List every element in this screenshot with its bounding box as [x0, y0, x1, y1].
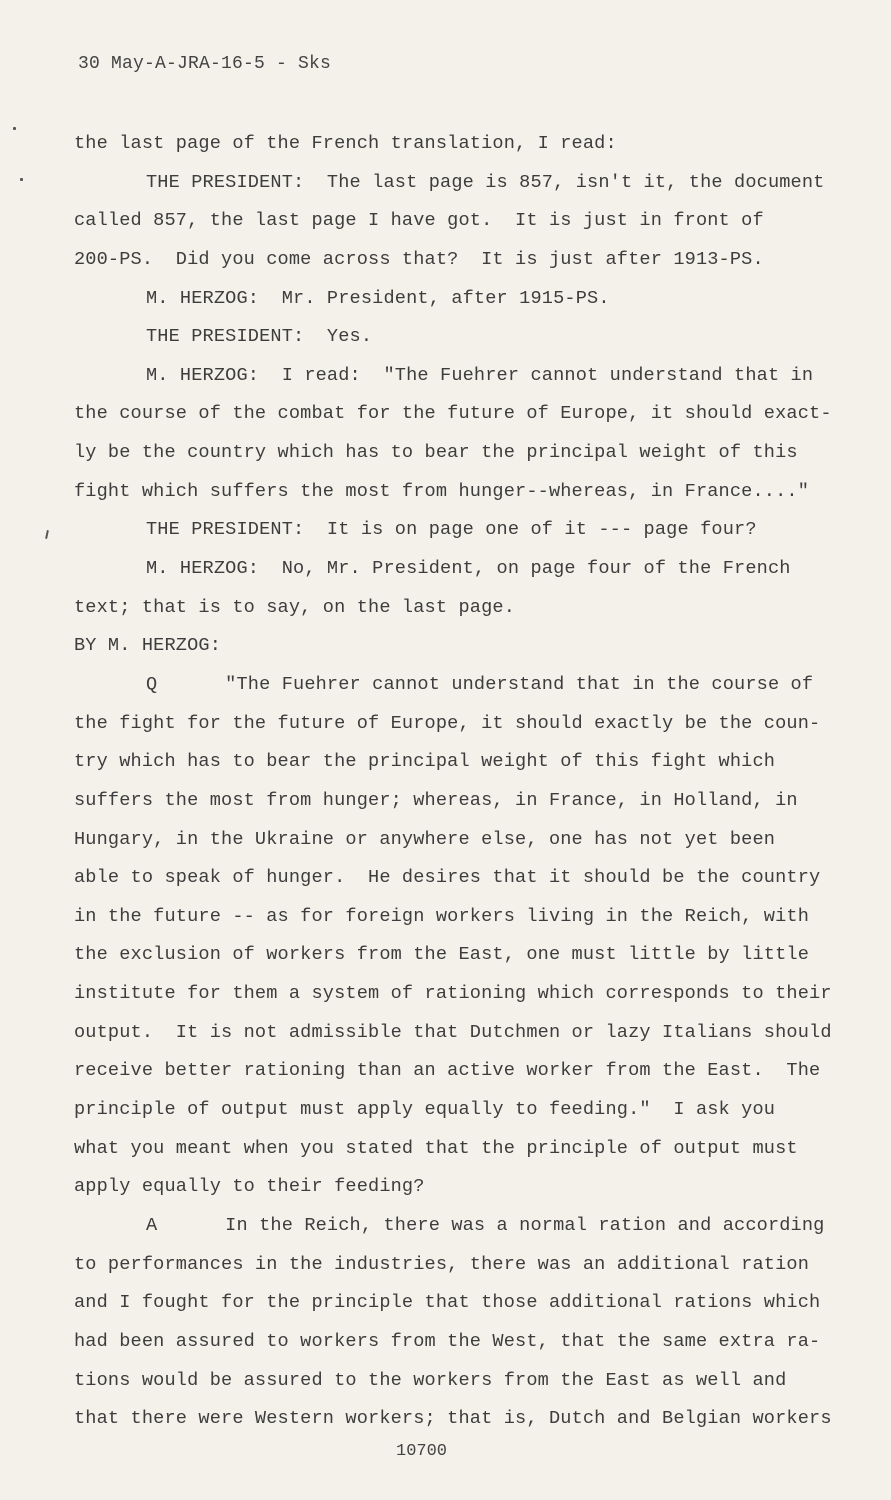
page-number: 10700	[396, 1442, 448, 1461]
transcript-line: the course of the combat for the future of Europe, it should exact-	[74, 403, 832, 425]
transcript-line: the last page of the French translation, I read:	[74, 133, 617, 154]
transcript-line: THE PRESIDENT: It is on page one of it --- page four?	[146, 519, 757, 541]
transcript-line: institute for them a system of rationing which corresponds to their	[74, 983, 832, 1005]
transcript-line: apply equally to their feeding?	[74, 1176, 425, 1198]
margin-mark	[13, 127, 16, 130]
transcript-line: THE PRESIDENT: The last page is 857, isn't it, the document	[146, 171, 825, 193]
transcript-line: tions would be assured to the workers from the East as well and	[74, 1369, 787, 1391]
transcript-line: in the future -- as for foreign workers living in the Reich, with	[74, 905, 810, 927]
transcript-line: and I fought for the principle that those additional rations which	[74, 1292, 821, 1314]
transcript-line: try which has to bear the principal weight of this fight which	[74, 751, 776, 773]
transcript-line: Hungary, in the Ukraine or anywhere else, one has not yet been	[74, 828, 776, 850]
transcript-body	[74, 131, 864, 1445]
transcript-line: principle of output must apply equally to feeding." I ask you	[74, 1099, 776, 1121]
transcript-line: A In the Reich, there was a normal ration and according	[146, 1214, 825, 1236]
transcript-line: Q "The Fuehrer cannot understand that in the course of	[146, 673, 814, 695]
margin-mark	[45, 530, 49, 539]
transcript-line: the fight for the future of Europe, it should exactly be the coun-	[74, 712, 821, 734]
page-header: 30 May-A-JRA-16-5 - Sks	[78, 54, 332, 74]
transcript-line: text; that is to say, on the last page.	[74, 596, 516, 618]
transcript-line: 200-PS. Did you come across that? It is just after 1913-PS.	[74, 248, 764, 270]
transcript-line: that there were Western workers; that is, Dutch and Belgian workers	[74, 1408, 832, 1430]
transcript-line: M. HERZOG: I read: "The Fuehrer cannot understand that in	[146, 364, 814, 386]
transcript-line: M. HERZOG: No, Mr. President, on page four of the French	[146, 558, 791, 580]
transcript-line: called 857, the last page I have got. It is just in front of	[74, 210, 764, 232]
transcript-line: receive better rationing than an active worker from the East. The	[74, 1060, 821, 1082]
transcript-line: M. HERZOG: Mr. President, after 1915-PS.	[146, 287, 610, 309]
transcript-line: suffers the most from hunger; whereas, in France, in Holland, in	[74, 789, 798, 811]
transcript-line: what you meant when you stated that the principle of output must	[74, 1137, 798, 1159]
transcript-line: fight which suffers the most from hunger--whereas, in France...."	[74, 480, 810, 502]
transcript-line: BY M. HERZOG:	[74, 635, 222, 657]
transcript-line: ly be the country which has to bear the principal weight of this	[74, 442, 798, 464]
transcript-line: to performances in the industries, there was an additional ration	[74, 1253, 810, 1275]
transcript-line: able to speak of hunger. He desires that it should be the country	[74, 867, 821, 889]
transcript-line: output. It is not admissible that Dutchmen or lazy Italians should	[74, 1021, 832, 1043]
transcript-line: the exclusion of workers from the East, one must little by little	[74, 944, 810, 966]
margin-mark	[20, 178, 23, 181]
transcript-line: THE PRESIDENT: Yes.	[146, 326, 373, 348]
transcript-line: had been assured to workers from the West, that the same extra ra-	[74, 1330, 821, 1352]
